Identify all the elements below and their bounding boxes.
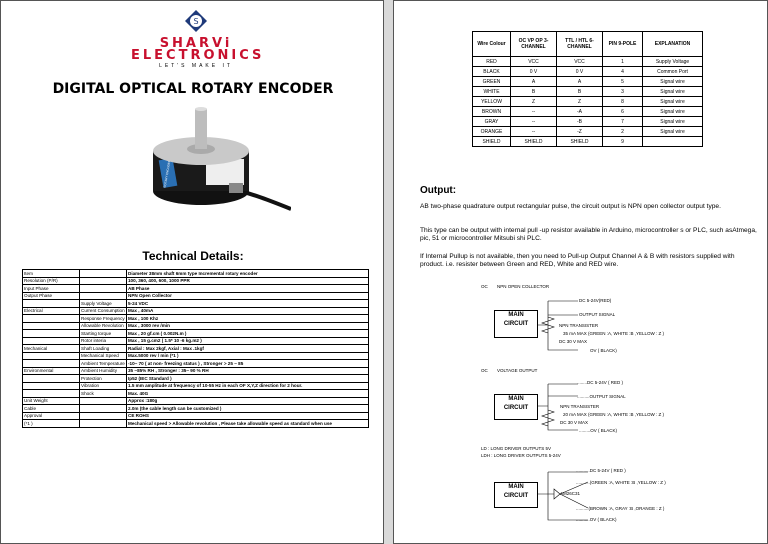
spec-param-cell: Shock — [80, 390, 127, 398]
wire-row — [473, 67, 703, 77]
spec-group-cell: Environmental — [23, 367, 80, 375]
spec-param-cell — [80, 420, 127, 428]
d2-main-circuit-box — [494, 394, 538, 420]
d2-oc-label: OC — [481, 368, 488, 373]
spec-value-cell: Diameter 38mm shaft 6mm type Incremental rotary encoder — [127, 270, 369, 278]
spec-row — [23, 270, 369, 278]
brand-tagline: LET'S MAKE IT — [159, 63, 233, 69]
wire-row — [473, 127, 703, 137]
output-paragraph-1: AB two-phase quadrature output rectangular pulse, the circuit output is NPN open collector output type. — [420, 203, 721, 210]
wire-cell: Z — [511, 97, 557, 107]
wire-cell: -- — [511, 107, 557, 117]
spec-param-cell: Supply Voltage — [80, 300, 127, 308]
d3-vcc: ...........DC 5-24V ( RED ) — [576, 468, 626, 473]
d1-circuit-text: CIRCUIT — [503, 321, 529, 327]
spec-group-cell — [23, 382, 80, 390]
d1-ov: OV ( BLACK) — [590, 348, 617, 353]
spec-value-cell: Mechanical speed > Allowable revolution , Please take allowable speed as standard when use — [127, 420, 369, 428]
wire-cell: 9 — [603, 137, 643, 147]
spec-row — [23, 420, 369, 428]
spec-value-cell: Approx :180g — [127, 397, 369, 405]
d2-transistor: NPN TRANSISTER — [560, 404, 600, 409]
wire-cell: BLACK — [473, 67, 511, 77]
wire-cell: Signal wire — [643, 127, 703, 137]
wire-cell: Supply Voltage — [643, 57, 703, 67]
spec-param-cell: Response Frequency — [81, 315, 125, 321]
d2-ov: .........OV ( BLACK) — [579, 428, 618, 433]
spec-param-cell — [80, 285, 127, 293]
spec-row — [23, 405, 369, 413]
wire-cell: 7 — [603, 117, 643, 127]
wire-cell: VCC — [511, 57, 557, 67]
wire-cell: -- — [511, 127, 557, 137]
d2-dc: DC 30 V MAX — [560, 420, 589, 425]
spec-value-cell: Max.5000 rev / min (*1 ) — [127, 352, 369, 360]
logo-emblem-icon — [184, 9, 208, 33]
wire-header-cell: OC VP OP 3-CHANNEL — [511, 32, 557, 57]
wire-cell: YELLOW — [473, 97, 511, 107]
wire-header-cell: PIN 9-POLE — [603, 32, 643, 57]
wire-cell: 3 — [603, 87, 643, 97]
d1-signal: OUTPUT SIGNAL — [579, 312, 616, 317]
spec-row — [23, 322, 369, 330]
wire-cell: 2 — [603, 127, 643, 137]
d3-out1: ...........(GREEN :A, WHITE :B ,YELLOW : Z ) — [576, 480, 666, 485]
spec-value-cell: Max. 40G — [127, 390, 369, 398]
wire-cell: -A — [557, 107, 603, 117]
d1-title: NPN OPEN COLLECTOR — [497, 284, 550, 289]
spec-group-cell — [23, 390, 80, 398]
spec-value-cell: 35 ~85% RH , Stronger : 35~ 90 % RH — [127, 367, 369, 375]
d2-signal: ..........OUTPUT SIGNAL — [577, 394, 626, 399]
spec-row — [23, 277, 369, 285]
d2-wiring — [538, 380, 578, 440]
doc-title: DIGITAL OPTICAL ROTARY ENCODER — [52, 81, 334, 97]
spec-row — [23, 345, 369, 353]
spec-value-cell: Max , 100 Khz — [127, 315, 369, 323]
spec-row — [23, 397, 369, 405]
svg-text:S: S — [193, 17, 199, 26]
spec-value-cell: NPN Open Collector — [127, 292, 369, 300]
wire-cell: A — [511, 77, 557, 87]
encoder-photo — [111, 101, 291, 221]
wire-cell: 4 — [603, 67, 643, 77]
d1-transistor: NPN TRANSISTER — [559, 323, 599, 328]
wire-cell: -Z — [557, 127, 603, 137]
spec-param-cell — [80, 270, 127, 278]
wire-cell: Common Port — [643, 67, 703, 77]
wire-cell: Signal wire — [643, 87, 703, 97]
spec-row — [23, 315, 369, 323]
spec-value-cell: Max , 3000 rev /min — [127, 322, 369, 330]
spec-param-cell — [80, 405, 127, 413]
spec-param-cell: Protection — [80, 375, 127, 383]
d1-current: 35 mA MAX (GREEN :A, WHITE :B ,YELLOW : Z ) — [563, 331, 665, 336]
spec-group-cell: Electrical — [23, 307, 80, 315]
wire-cell: Signal wire — [643, 117, 703, 127]
spec-param-cell — [80, 397, 127, 405]
d2-title: VOLTAGE OUTPUT — [497, 368, 538, 373]
wire-cell: SHIELD — [511, 137, 557, 147]
d2-vcc: ........DC 5-24V ( RED ) — [577, 380, 624, 385]
brand-bottom: ELECTRONICS — [131, 48, 265, 63]
wire-cell: BROWN — [473, 107, 511, 117]
d3-circuit-text: CIRCUIT — [503, 493, 529, 499]
technical-details-heading: Technical Details: — [142, 249, 244, 263]
spec-table — [22, 269, 369, 428]
spec-row — [23, 352, 369, 360]
wire-cell: SHIELD — [473, 137, 511, 147]
spec-param-cell: Mechanical Speed — [80, 352, 127, 360]
spec-row — [23, 390, 369, 398]
wire-header-cell: TTL / HTL 6- CHANNEL — [557, 32, 603, 57]
spec-group-cell — [23, 337, 80, 345]
spec-group-cell — [23, 315, 80, 323]
wire-cell: 8 — [603, 97, 643, 107]
wire-cell: GRAY — [473, 117, 511, 127]
spec-value-cell: Ip52 (IEC Standard ) — [127, 375, 369, 383]
spec-param-cell: Current Consumption — [81, 308, 125, 314]
spec-group-cell: Resolution (P/R) — [23, 277, 80, 285]
spec-row — [23, 337, 369, 345]
spec-value-cell: 2.0m (the cable length can be customized ) — [127, 405, 369, 413]
wire-row — [473, 57, 703, 67]
spec-param-cell — [80, 292, 127, 300]
d2-circuit-text: CIRCUIT — [503, 405, 529, 411]
wire-cell: ORANGE — [473, 127, 511, 137]
wire-cell: A — [557, 77, 603, 87]
wire-cell: 5 — [603, 77, 643, 87]
wire-cell: Z — [557, 97, 603, 107]
wire-cell: -B — [557, 117, 603, 127]
spec-value-cell: 1.5 mm amplitude at frequency of 10-55 Hz in each OF X,Y,Z direction for 2 hour. — [127, 382, 369, 390]
spec-group-cell — [23, 352, 80, 360]
wire-header-cell: EXPLANATION — [643, 32, 703, 57]
spec-value-cell: 5-24 VDC — [127, 300, 369, 308]
wire-cell: 0 V — [511, 67, 557, 77]
wire-cell: Signal wire — [643, 107, 703, 117]
spec-group-cell: (*1 ) — [23, 420, 80, 428]
spec-row — [23, 367, 369, 375]
output-paragraph-2: This type can be output with internal pull -up resistor available in Arduino, microcontroller s or PLC, such asAtmega, pic, 51 or microcontroller Mitsubi shi PLC. — [420, 227, 757, 242]
wire-cell: 6 — [603, 107, 643, 117]
wire-cell: SHIELD — [557, 137, 603, 147]
spec-value-cell: AB Phase — [127, 285, 369, 293]
spec-group-cell — [23, 300, 80, 308]
wire-cell: 0 V — [557, 67, 603, 77]
wire-cell: GREEN — [473, 77, 511, 87]
d3-main-circuit-box — [494, 482, 538, 508]
d1-main-circuit-box — [494, 310, 538, 338]
spec-group-cell — [23, 330, 80, 338]
wire-cell: RED — [473, 57, 511, 67]
wire-cell: VCC — [557, 57, 603, 67]
d3-chip: AM26C31 — [560, 491, 581, 496]
spec-group-cell — [23, 322, 80, 330]
encoder-label: ROTARY ENCODER — [162, 159, 172, 188]
wire-row — [473, 117, 703, 127]
spec-group-cell — [23, 375, 80, 383]
spec-param-cell: Ambient Temperature — [81, 360, 125, 366]
spec-group-cell — [23, 360, 80, 368]
spec-param-cell — [80, 277, 127, 285]
wire-cell — [643, 137, 703, 147]
wire-cell: B — [557, 87, 603, 97]
spec-value-cell: Max , 15 g.cm2 ( 1.5* 10 -6 kg.m2 ) — [127, 337, 369, 345]
spec-row — [23, 360, 369, 368]
spec-param-cell: Shaft Loading — [80, 345, 127, 353]
spec-row — [23, 375, 369, 383]
spec-group-cell: Output Phase — [23, 292, 80, 300]
wire-cell: 1 — [603, 57, 643, 67]
brand-top: SHARVi — [159, 36, 233, 51]
ldh-label: LDH : LONG DRIVER OUTPUTS 5-24V — [481, 453, 561, 458]
spec-group-cell: Unit Weight — [23, 397, 80, 405]
spec-param-cell: Allowable Revolution — [80, 322, 127, 330]
output-heading: Output: — [420, 185, 457, 196]
spec-group-cell: Item — [23, 270, 80, 278]
spec-value-cell: CE ROHS — [127, 412, 369, 420]
wire-row — [473, 87, 703, 97]
ld-label: LD : LONG DRIVER OUTPUTS 5V — [481, 446, 552, 451]
d3-main-text: MAIN — [508, 484, 524, 490]
spec-group-cell: Mechanical — [23, 345, 80, 353]
spec-param-cell: Rotor interia — [80, 337, 127, 345]
wire-row — [473, 137, 703, 147]
wire-row — [473, 97, 703, 107]
spec-row — [23, 382, 369, 390]
spec-group-cell: Cable — [23, 405, 80, 413]
spec-row — [23, 300, 369, 308]
wire-table — [472, 31, 703, 147]
spec-value-cell: Radial : Max 2kgf, Axial : Max .1kgf — [127, 345, 369, 353]
wire-cell: WHITE — [473, 87, 511, 97]
spec-param-cell: Starting torque — [80, 330, 127, 338]
output-paragraph-3: If Internal Pullup is not available, then you need to Pull-up Output Channel A & B with resistors supplied with product. i.e. resister between Green and RED, White and RED wire. — [420, 253, 735, 268]
d1-main-text: MAIN — [508, 312, 524, 318]
spec-param-cell — [80, 412, 127, 420]
spec-group-cell: Approval — [23, 412, 80, 420]
wire-cell: B — [511, 87, 557, 97]
company-logo — [131, 9, 265, 69]
spec-param-cell: Ambient Humidity — [80, 367, 127, 375]
spec-row — [23, 307, 369, 315]
wire-header-cell: Wire Colour — [473, 32, 511, 57]
spec-value-cell: -10~ 70 ( at non- freezing status ) , Stronger > 25 ~ 85 — [127, 360, 369, 368]
spec-value-cell: Max , 20 gf.cm ( 0.002N.m ) — [127, 330, 369, 338]
spec-param-cell: Vibration — [80, 382, 127, 390]
spec-value-cell: Max , 40mA — [127, 307, 369, 315]
d1-vcc: DC 5-24V(RED) — [579, 298, 612, 303]
wire-cell: Signal wire — [643, 77, 703, 87]
d2-current: 20 mA MAX (GREEN :A, WHITE :B ,YELLOW : Z ) — [563, 412, 665, 417]
d2-main-text: MAIN — [508, 396, 524, 402]
spec-value-cell: 100, 360, 400, 600, 1000 PPR — [127, 277, 369, 285]
spec-row — [23, 285, 369, 293]
d1-oc-label: OC — [481, 284, 488, 289]
d1-dc: DC 30 V MAX — [559, 339, 588, 344]
spec-row — [23, 292, 369, 300]
wire-cell: Signal wire — [643, 97, 703, 107]
wire-row — [473, 107, 703, 117]
wire-cell: -- — [511, 117, 557, 127]
d3-out2: ..........(BROWN :A, GRAY :B ,ORANGE : Z ) — [576, 506, 665, 511]
spec-row — [23, 330, 369, 338]
spec-row — [23, 412, 369, 420]
d3-ov: ...........OV ( BLACK) — [576, 517, 617, 522]
wire-row — [473, 77, 703, 87]
spec-group-cell: Input Phase — [23, 285, 80, 293]
